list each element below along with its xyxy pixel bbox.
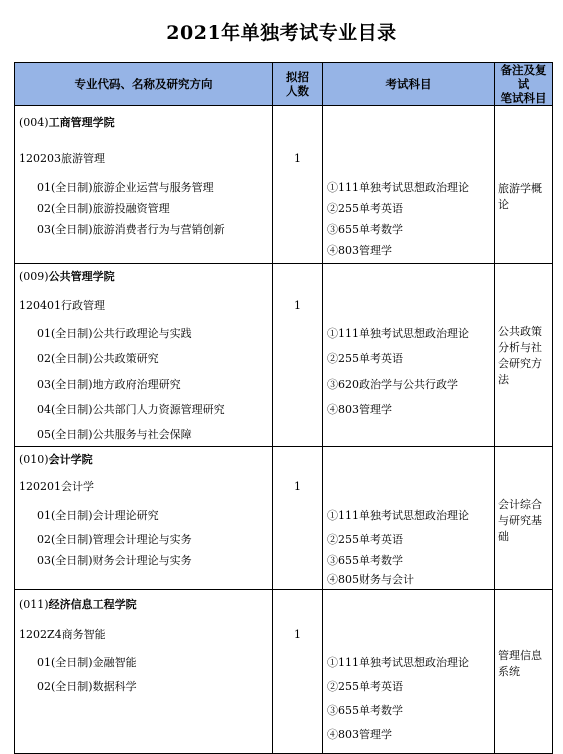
direction: 01(全日制)公共行政理论与实践	[37, 327, 192, 340]
subject: ①111单独考试思想政治理论	[327, 509, 469, 522]
dept-heading: (009)公共管理学院	[19, 270, 115, 283]
enroll-count: 1	[294, 628, 301, 641]
count-cell	[273, 106, 323, 264]
header-major: 专业代码、名称及研究方向	[15, 63, 273, 106]
direction: 02(全日制)数据科学	[37, 680, 137, 693]
subject: ②255单考英语	[327, 533, 403, 546]
table-row	[15, 106, 553, 264]
direction: 01(全日制)金融智能	[37, 656, 137, 669]
remark: 旅游学概论	[498, 182, 542, 211]
major-name: 1202Z4商务智能	[19, 628, 106, 641]
dept-heading: (004)工商管理学院	[19, 116, 115, 129]
count-cell	[273, 264, 323, 447]
major-name: 120401行政管理	[19, 299, 105, 312]
subject: ④803管理学	[327, 728, 392, 741]
direction: 01(全日制)会计理论研究	[37, 509, 159, 522]
direction: 03(全日制)地方政府治理研究	[37, 378, 181, 391]
major-cell	[15, 264, 273, 447]
dept-heading: (011)经济信息工程学院	[19, 598, 137, 611]
direction: 05(全日制)公共服务与社会保障	[37, 428, 192, 441]
direction: 02(全日制)公共政策研究	[37, 352, 159, 365]
subject: ②255单考英语	[327, 680, 403, 693]
subject: ②255单考英语	[327, 202, 403, 215]
enroll-count: 1	[294, 299, 301, 312]
remark-cell	[495, 447, 553, 590]
header-subjects: 考试科目	[323, 63, 495, 106]
subject: ①111单独考试思想政治理论	[327, 656, 469, 669]
subject: ②255单考英语	[327, 352, 403, 365]
remark-cell	[495, 590, 553, 754]
enroll-count: 1	[294, 152, 301, 165]
direction: 03(全日制)财务会计理论与实务	[37, 554, 192, 567]
direction: 03(全日制)旅游消费者行为与营销创新	[37, 223, 225, 236]
dept-heading: (010)会计学院	[19, 453, 93, 466]
table-row	[15, 264, 553, 447]
table-row	[15, 590, 553, 754]
subjects-cell	[323, 590, 495, 754]
major-name: 120201会计学	[19, 480, 94, 493]
remark: 公共政策分析与社会研究方法	[498, 325, 542, 386]
table-row	[15, 447, 553, 590]
header-row	[15, 63, 553, 106]
direction: 02(全日制)旅游投融资管理	[37, 202, 170, 215]
subjects-cell	[323, 106, 495, 264]
major-cell	[15, 106, 273, 264]
subject: ④805财务与会计	[327, 573, 414, 586]
page-title: 2021年单独考试专业目录	[166, 22, 397, 44]
subject: ④803管理学	[327, 244, 392, 257]
subject: ③655单考数学	[327, 704, 403, 717]
subject: ④803管理学	[327, 403, 392, 416]
direction: 02(全日制)管理会计理论与实务	[37, 533, 192, 546]
subject: ③655单考数学	[327, 223, 403, 236]
header-count: 拟招 人数	[273, 63, 323, 106]
subject: ①111单独考试思想政治理论	[327, 181, 469, 194]
direction: 04(全日制)公共部门人力资源管理研究	[37, 403, 225, 416]
enroll-count: 1	[294, 480, 301, 493]
remark: 管理信息系统	[498, 649, 542, 678]
count-cell	[273, 447, 323, 590]
remark-cell	[495, 264, 553, 447]
subject: ③655单考数学	[327, 554, 403, 567]
remark: 会计综合与研究基础	[498, 498, 542, 543]
count-cell	[273, 590, 323, 754]
catalog-table	[14, 62, 553, 754]
subject: ③620政治学与公共行政学	[327, 378, 458, 391]
subjects-cell	[323, 264, 495, 447]
major-cell	[15, 590, 273, 754]
major-name: 120203旅游管理	[19, 152, 105, 165]
major-cell	[15, 447, 273, 590]
direction: 01(全日制)旅游企业运营与服务管理	[37, 181, 214, 194]
header-remark: 备注及复试 笔试科目	[495, 63, 553, 106]
subject: ①111单独考试思想政治理论	[327, 327, 469, 340]
subjects-cell	[323, 447, 495, 590]
remark-cell	[495, 106, 553, 264]
